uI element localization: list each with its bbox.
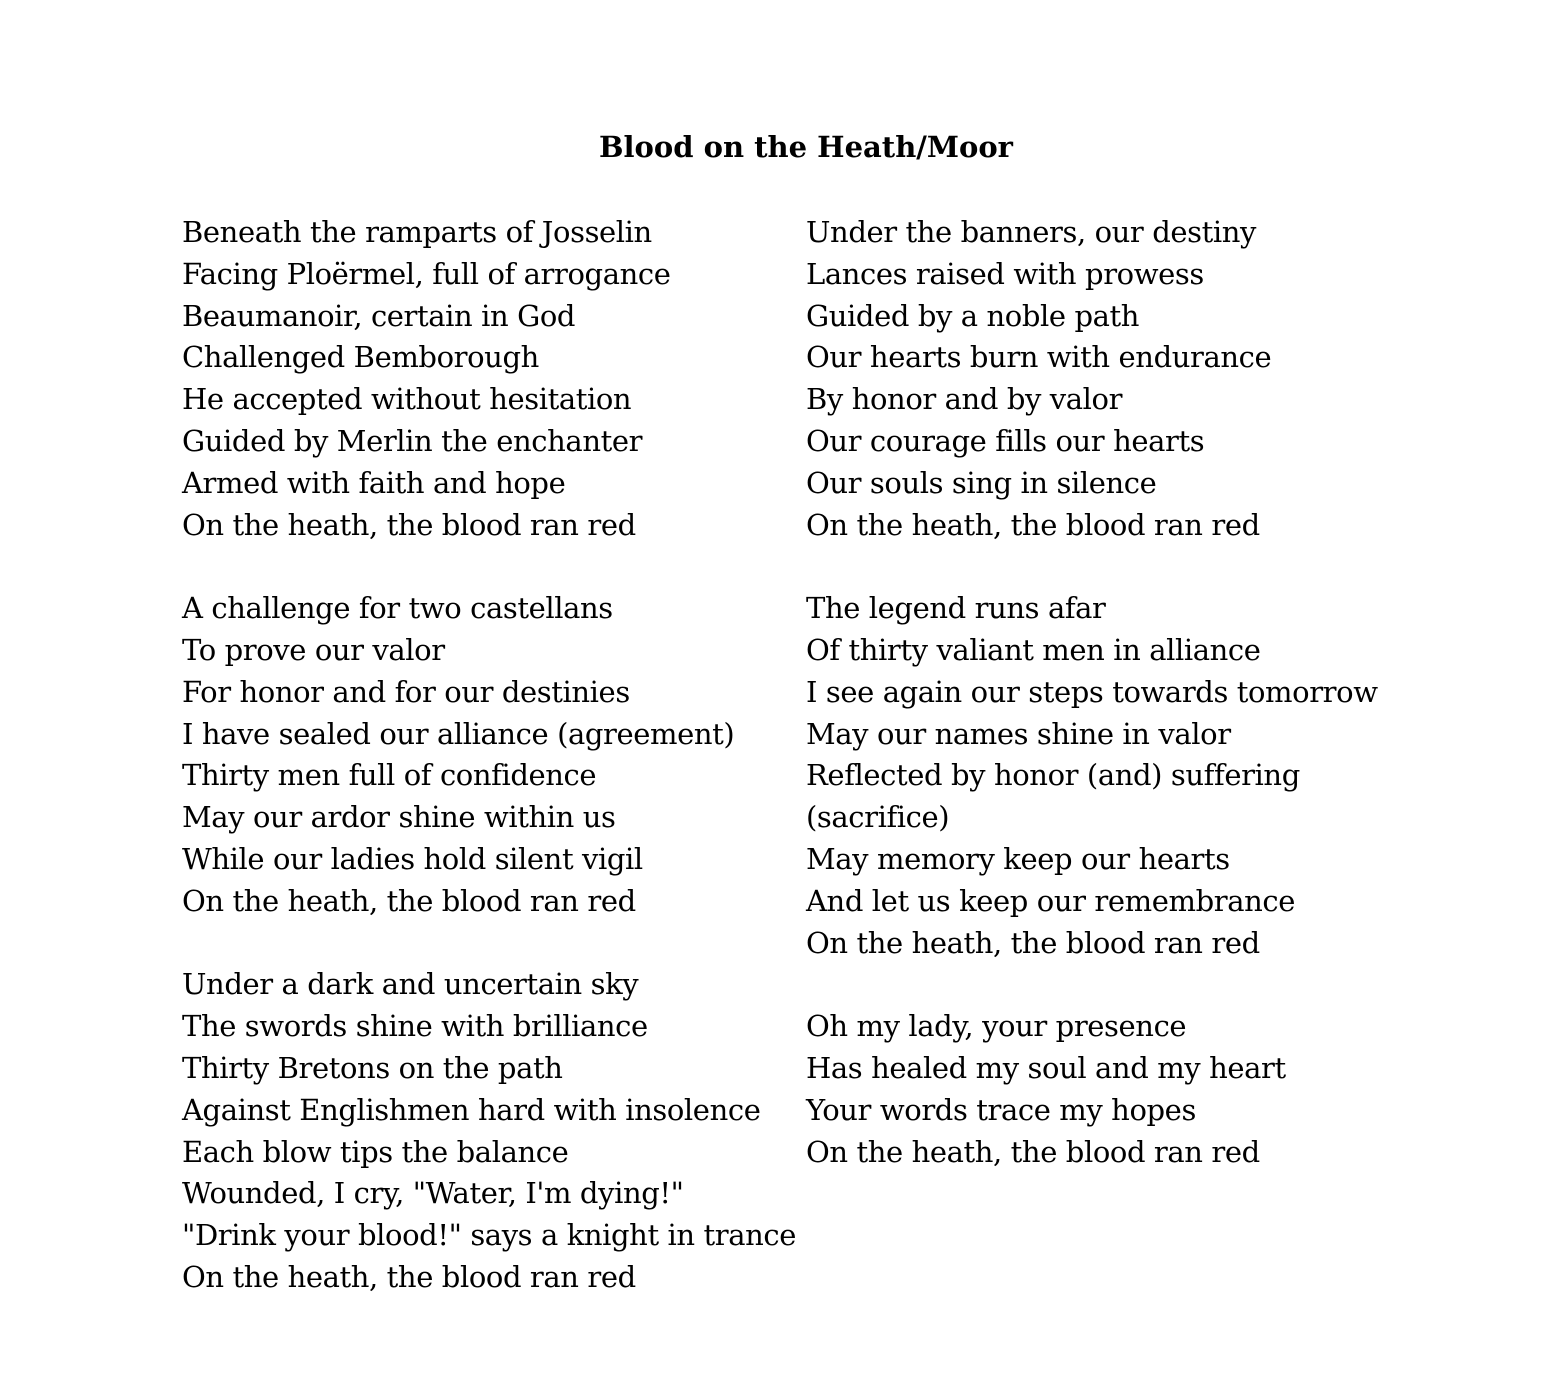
- poem-line: Armed with faith and hope: [182, 465, 566, 500]
- poem-line: Of thirty valiant men in alliance: [806, 632, 1261, 667]
- poem-line: Thirty men full of confidence: [182, 758, 597, 793]
- poem-line: Facing Ploërmel, full of arrogance: [182, 256, 671, 291]
- poem-line: Our courage fills our hearts: [806, 423, 1205, 458]
- poem-column-right: [806, 212, 1426, 1215]
- poem-line: I have sealed our alliance (agreement): [182, 716, 735, 751]
- poem-line: May our ardor shine within us: [182, 800, 616, 835]
- poem-column-left: [182, 212, 796, 1341]
- poem-line: Reflected by honor (and) suffering: [806, 758, 1300, 793]
- poem-line: He accepted without hesitation: [182, 382, 632, 417]
- poem-line: By honor and by valor: [806, 382, 1123, 417]
- poem-line: On the heath, the blood ran red: [182, 507, 636, 542]
- poem-line: On the heath, the blood ran red: [182, 1259, 636, 1294]
- stanza: [806, 588, 1426, 964]
- poem-line: Has healed my soul and my heart: [806, 1050, 1286, 1085]
- poem-line: To prove our valor: [182, 632, 445, 667]
- poem-line: The swords shine with brilliance: [182, 1009, 648, 1044]
- stanza: [182, 588, 792, 922]
- poem-line: "Drink your blood!" says a knight in trance: [182, 1218, 796, 1253]
- poem-line: Under a dark and uncertain sky: [182, 967, 639, 1002]
- poem-line: On the heath, the blood ran red: [806, 1134, 1260, 1169]
- poem-line: (sacrifice): [806, 800, 950, 835]
- stanza: [182, 212, 792, 546]
- poem-line: On the heath, the blood ran red: [806, 507, 1260, 542]
- stanza: [806, 1006, 1426, 1173]
- poem-line: For honor and for our destinies: [182, 674, 630, 709]
- poem-line: I see again our steps towards tomorrow: [806, 674, 1378, 709]
- poem-line: Beaumanoir, certain in God: [182, 298, 576, 333]
- poem-line: The legend runs afar: [806, 591, 1106, 626]
- poem-line: Guided by a noble path: [806, 298, 1140, 333]
- poem-line: Beneath the ramparts of Josselin: [182, 215, 652, 249]
- poem-title: Blood on the Heath/Moor: [599, 130, 1013, 164]
- poem-line: On the heath, the blood ran red: [806, 925, 1260, 960]
- poem-line: Our souls sing in silence: [806, 465, 1157, 500]
- poem-line: Oh my lady, your presence: [806, 1009, 1187, 1044]
- poem-line: While our ladies hold silent vigil: [182, 841, 643, 876]
- poem-line: Guided by Merlin the enchanter: [182, 423, 643, 458]
- poem-line: Under the banners, our destiny: [806, 215, 1257, 249]
- poem-line: Each blow tips the balance: [182, 1134, 569, 1169]
- poem-line: May memory keep our hearts: [806, 841, 1230, 876]
- poem-line: Your words trace my hopes: [806, 1092, 1196, 1127]
- poem-line: Our hearts burn with endurance: [806, 340, 1272, 375]
- stanza: [182, 964, 796, 1298]
- poem-line: On the heath, the blood ran red: [182, 883, 636, 918]
- poem-line: May our names shine in valor: [806, 716, 1231, 751]
- poem-line: A challenge for two castellans: [182, 591, 613, 626]
- poem-line: Wounded, I cry, "Water, I'm dying!": [182, 1176, 684, 1211]
- poem-line: Lances raised with prowess: [806, 256, 1204, 291]
- poem-line: And let us keep our remembrance: [806, 883, 1295, 918]
- poem-line: Thirty Bretons on the path: [182, 1050, 563, 1085]
- stanza: [806, 212, 1426, 546]
- poem-line: Challenged Bemborough: [182, 340, 539, 375]
- poem-line: Against Englishmen hard with insolence: [182, 1092, 761, 1127]
